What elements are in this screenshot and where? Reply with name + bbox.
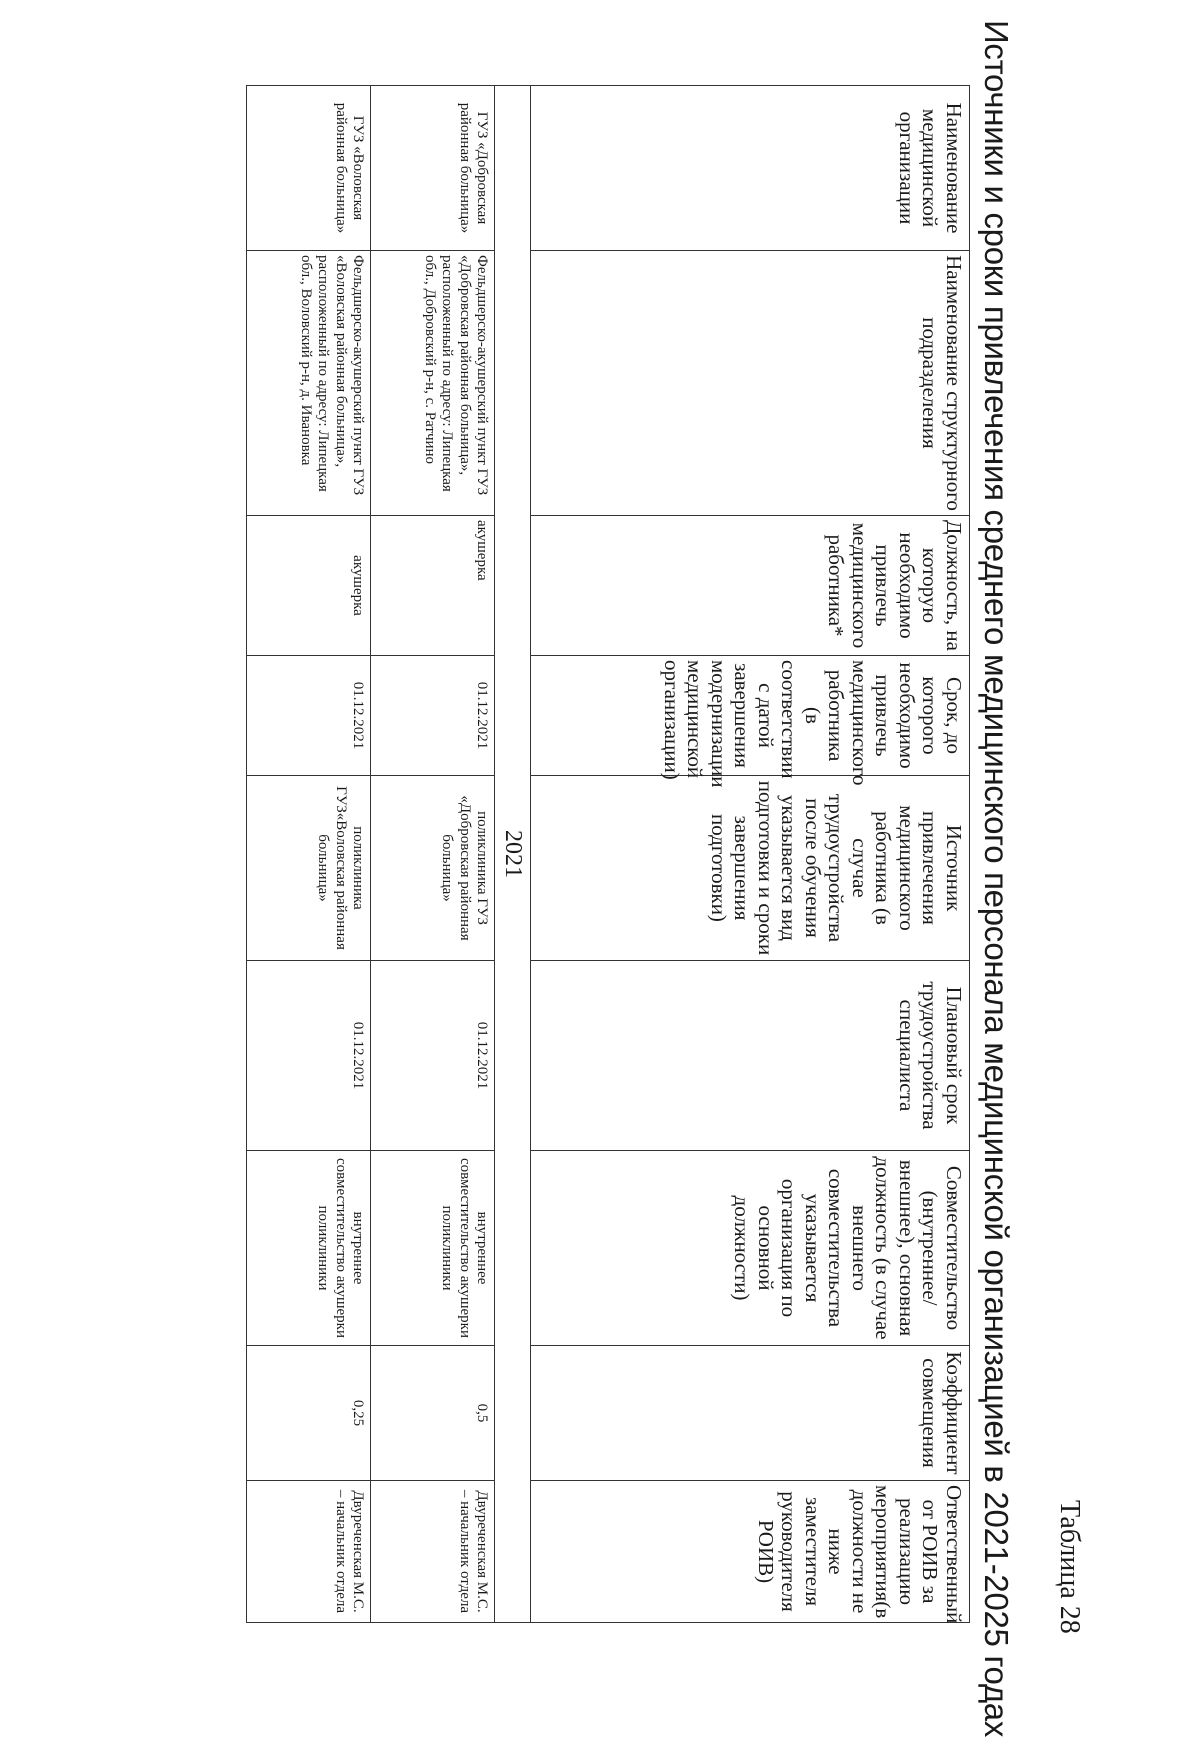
cell-responsible: Двуреченская М.С. – начальник отдела bbox=[247, 1481, 371, 1623]
cell-unit: Фельдшерско-акушерский пункт ГУЗ «Добровская районная больница», расположенный по адресу: Липецкая обл., Добровский р-н, с. Ратчино bbox=[371, 251, 495, 516]
cell-combination: внутреннее совместительство акушерки поликлиники bbox=[247, 1151, 371, 1346]
cell-planned-date: 01.12.2021 bbox=[247, 961, 371, 1151]
header-deadline: Срок, до которого необходимо привлечь медицинского работника (в соответствии с датой завершения модернизации медицинской организации) bbox=[531, 656, 970, 776]
year-label: 2021 bbox=[495, 86, 531, 1623]
header-planned-date: Плановый срок трудоустройства специалиста bbox=[531, 961, 970, 1151]
header-combination: Совместительство (внутреннее/внешнее), основная должность (в случае внешнего совместительства указывается организация по основной должности) bbox=[531, 1151, 970, 1346]
document-title: Источники и сроки привлечения среднего медицинского персонала медицинской организацией в 2021-2025 годах bbox=[978, 20, 1015, 1737]
cell-deadline: 01.12.2021 bbox=[247, 656, 371, 776]
header-position: Должность, на которую необходимо привлечь медицинского работника* bbox=[531, 516, 970, 656]
header-coefficient: Коэффициент совмещения bbox=[531, 1346, 970, 1481]
cell-coefficient: 0,5 bbox=[371, 1346, 495, 1481]
cell-deadline: 01.12.2021 bbox=[371, 656, 495, 776]
header-unit: Наименование структурного подразделения bbox=[531, 251, 970, 516]
cell-combination: внутреннее совместительство акушерки поликлиники bbox=[371, 1151, 495, 1346]
cell-organization: ГУЗ «Добровская районная больница» bbox=[371, 86, 495, 251]
header-responsible: Ответственный от РОИВ за реализацию мероприятия(в должности не ниже заместителя руководителя РОИВ) bbox=[531, 1481, 970, 1623]
header-source: Источник привлечения медицинского работника (в случае трудоустройства после обучения указывается вид подготовки и сроки завершения подготовки) bbox=[531, 776, 970, 961]
table-row bbox=[371, 86, 495, 1623]
cell-position: акушерка bbox=[247, 516, 371, 656]
cell-responsible: Двуреченская М.С. – начальник отдела bbox=[371, 1481, 495, 1623]
year-row bbox=[495, 86, 531, 1623]
staffing-table bbox=[246, 85, 970, 1623]
table-header-row bbox=[531, 86, 970, 1623]
cell-position: акушерка bbox=[371, 516, 495, 656]
cell-source: поликлиника ГУЗ«Воловская районная больница» bbox=[247, 776, 371, 961]
cell-unit: Фельдшерско-акушерский пункт ГУЗ «Воловская районная больница», расположенный по адресу: Липецкая обл., Воловский р-н, д. Ивановка bbox=[247, 251, 371, 516]
table-row bbox=[247, 86, 371, 1623]
header-organization: Наименование медицинской организации bbox=[531, 86, 970, 251]
cell-coefficient: 0,25 bbox=[247, 1346, 371, 1481]
cell-organization: ГУЗ «Воловская районная больница» bbox=[247, 86, 371, 251]
document-page bbox=[75, 20, 1085, 1737]
cell-source: поликлиника ГУЗ «Добровская районная больница» bbox=[371, 776, 495, 961]
table-number: Таблица 28 bbox=[1054, 1500, 1085, 1634]
cell-planned-date: 01.12.2021 bbox=[371, 961, 495, 1151]
